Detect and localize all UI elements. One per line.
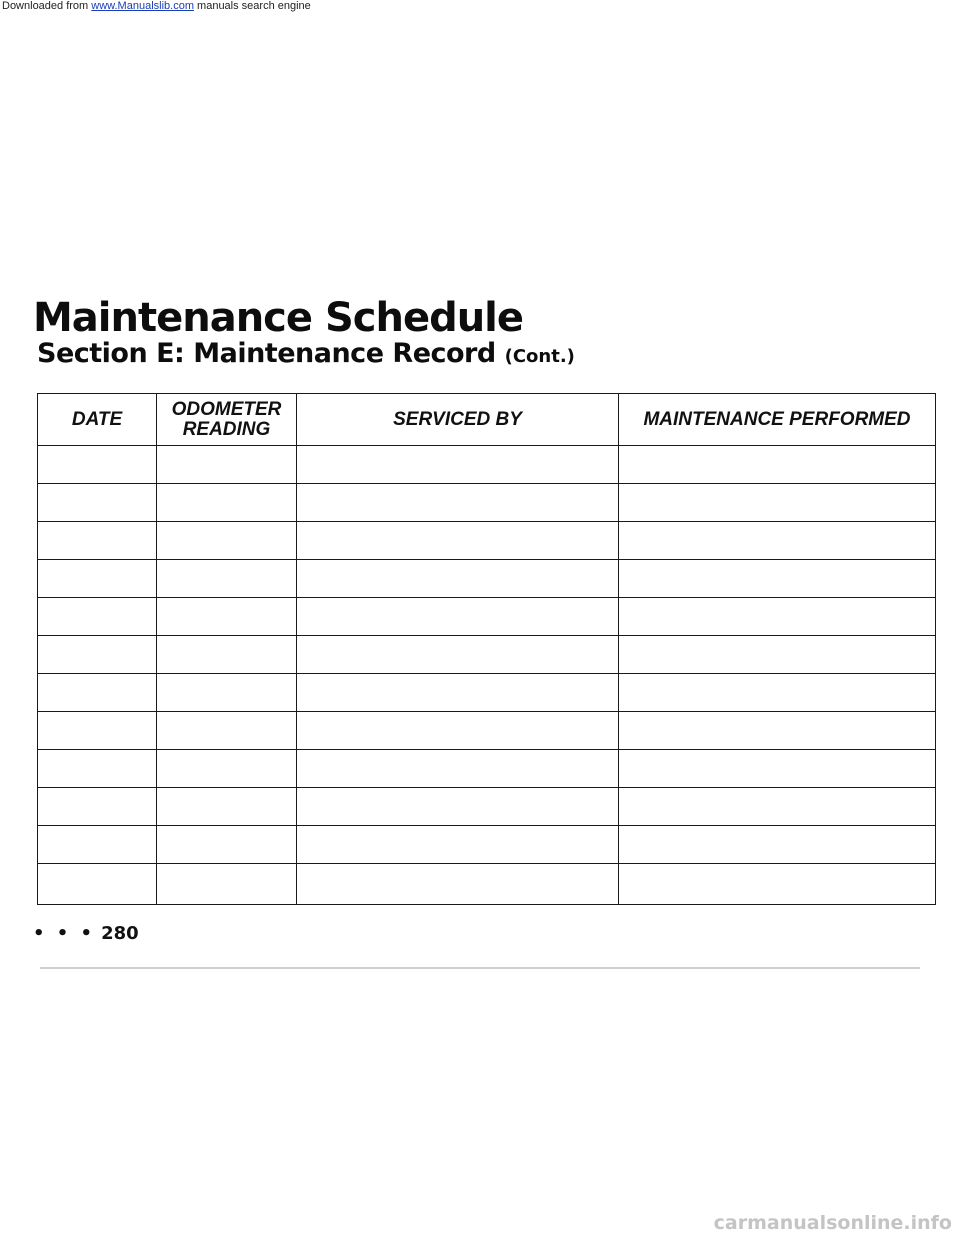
download-note	[2, 0, 311, 13]
cell-odometer	[157, 674, 297, 712]
header-date: DATE	[38, 394, 157, 446]
cell-date	[38, 636, 157, 674]
cell-serviced-by	[297, 598, 619, 636]
cell-serviced-by	[297, 484, 619, 522]
cell-serviced-by	[297, 864, 619, 905]
table-row	[38, 522, 936, 560]
cell-odometer	[157, 750, 297, 788]
cell-odometer	[157, 864, 297, 905]
cell-maintenance	[619, 750, 936, 788]
cell-serviced-by	[297, 674, 619, 712]
table-row	[38, 598, 936, 636]
download-header	[0, 0, 960, 14]
header-serviced-by: SERVICED BY	[297, 394, 619, 446]
table-header-row	[38, 394, 936, 446]
table-row	[38, 864, 936, 905]
cell-maintenance	[619, 864, 936, 905]
cell-serviced-by	[297, 750, 619, 788]
cell-date	[38, 826, 157, 864]
section-subtitle	[37, 337, 575, 374]
cell-odometer	[157, 788, 297, 826]
cell-serviced-by	[297, 522, 619, 560]
cell-date	[38, 674, 157, 712]
cell-serviced-by	[297, 826, 619, 864]
cell-date	[38, 522, 157, 560]
table-row	[38, 560, 936, 598]
cell-date	[38, 788, 157, 826]
cell-maintenance	[619, 636, 936, 674]
cell-maintenance	[619, 826, 936, 864]
cell-odometer	[157, 636, 297, 674]
table-row	[38, 674, 936, 712]
download-note-suffix: manuals search engine	[193, 0, 311, 12]
cell-maintenance	[619, 674, 936, 712]
header-odometer-line1: ODOMETER	[171, 398, 282, 420]
cell-odometer	[157, 484, 297, 522]
section-subtitle-main: Section E: Maintenance Record	[37, 338, 496, 369]
download-note-prefix: Downloaded from	[2, 0, 92, 12]
cell-date	[38, 750, 157, 788]
manualslib-link[interactable]: www.Manualslib.com	[91, 0, 194, 12]
cell-odometer	[157, 712, 297, 750]
table-row	[38, 636, 936, 674]
cell-odometer	[157, 598, 297, 636]
cell-date	[38, 560, 157, 598]
cell-odometer	[157, 522, 297, 560]
page-title: Maintenance Schedule	[33, 295, 524, 341]
cell-maintenance	[619, 522, 936, 560]
header-odometer-reading	[157, 394, 297, 446]
cell-odometer	[157, 446, 297, 484]
cell-odometer	[157, 826, 297, 864]
table-row	[38, 712, 936, 750]
cell-serviced-by	[297, 560, 619, 598]
cell-serviced-by	[297, 636, 619, 674]
table-row	[38, 826, 936, 864]
section-subtitle-cont: (Cont.)	[504, 346, 575, 367]
cell-maintenance	[619, 446, 936, 484]
cell-maintenance	[619, 484, 936, 522]
table-row	[38, 788, 936, 826]
page-number-value: 280	[101, 923, 139, 944]
cell-date	[38, 484, 157, 522]
table-row	[38, 750, 936, 788]
cell-maintenance	[619, 788, 936, 826]
page-number-dots: • • •	[33, 923, 96, 944]
cell-maintenance	[619, 712, 936, 750]
cell-maintenance	[619, 598, 936, 636]
page-number	[33, 923, 139, 945]
cell-date	[38, 712, 157, 750]
maintenance-record-table	[37, 393, 936, 905]
cell-date	[38, 598, 157, 636]
cell-serviced-by	[297, 788, 619, 826]
cell-date	[38, 864, 157, 905]
header-odometer-line2: READING	[182, 418, 271, 440]
table-row	[38, 446, 936, 484]
watermark-text: carmanualsonline.info	[713, 1212, 952, 1234]
page-bottom-rule	[40, 967, 920, 969]
cell-maintenance	[619, 560, 936, 598]
cell-serviced-by	[297, 446, 619, 484]
cell-odometer	[157, 560, 297, 598]
header-maintenance-performed: MAINTENANCE PERFORMED	[619, 394, 936, 446]
cell-date	[38, 446, 157, 484]
table-row	[38, 484, 936, 522]
cell-serviced-by	[297, 712, 619, 750]
